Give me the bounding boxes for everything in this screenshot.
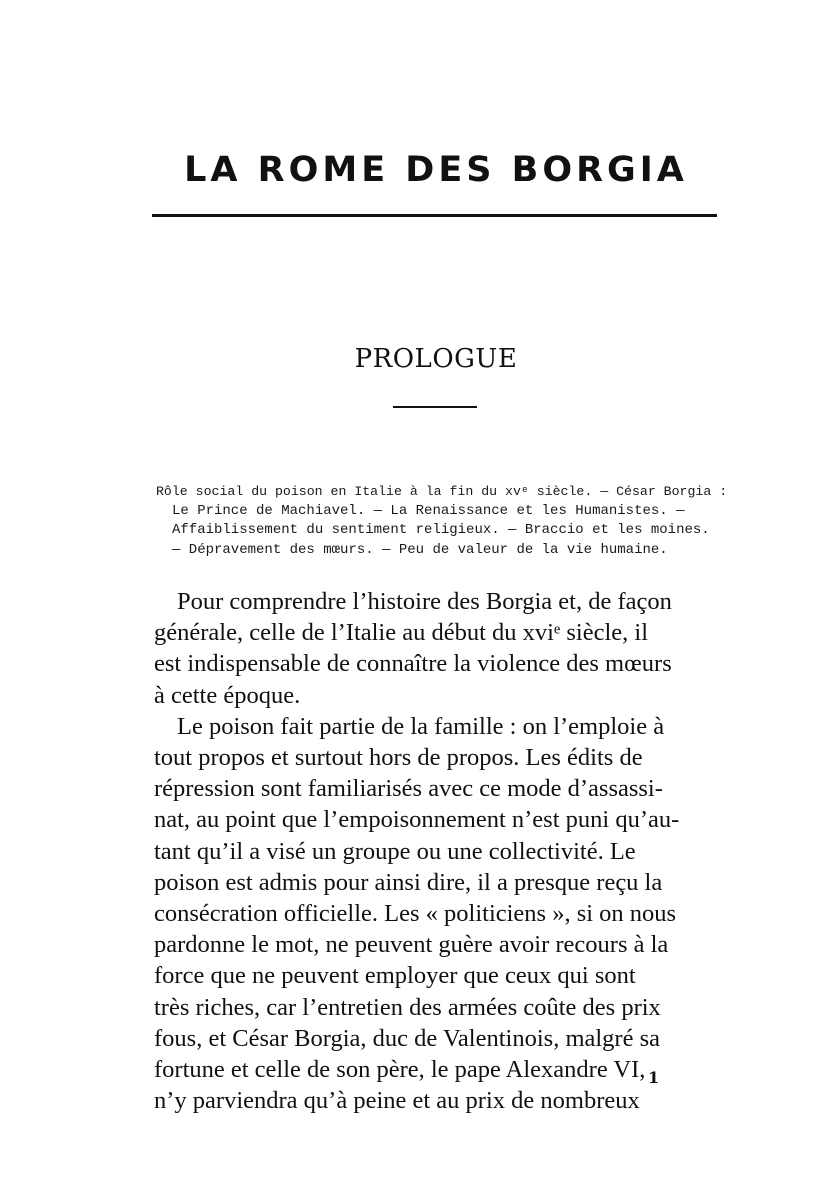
title-rule <box>152 214 717 217</box>
body-line: très riches, car l’entretien des armées coûte des prix <box>154 993 661 1021</box>
chapter-summary <box>156 482 728 560</box>
body-line: tout propos et surtout hors de propos. Les édits de <box>154 744 643 772</box>
page-number: 1 <box>648 1068 660 1087</box>
summary-line: Rôle social du poison en Italie à la fin du xvᵉ siècle. — César Borgia : <box>156 484 728 499</box>
body-line: à cette époque. <box>154 681 301 709</box>
summary-line: Le Prince de Machiavel. — La Renaissance et les Humanistes. — <box>172 502 685 519</box>
chapter-rule <box>393 406 477 408</box>
body-line: pardonne le mot, ne peuvent guère avoir recours à la <box>154 931 669 959</box>
book-title: LA ROME DES BORGIA <box>184 150 688 190</box>
body-line: force que ne peuvent employer que ceux qui sont <box>154 962 636 990</box>
body-line: est indispensable de connaître la violence des mœurs <box>154 650 672 678</box>
body-line: générale, celle de l’Italie au début du xviᵉ siècle, il <box>154 619 649 647</box>
body-text <box>154 586 726 1116</box>
body-line: répression sont familiarisés avec ce mode d’assassi- <box>154 775 663 803</box>
body-line: tant qu’il a visé un groupe ou une collectivité. Le <box>154 837 636 865</box>
body-line: Le poison fait partie de la famille : on l’emploie à <box>177 712 665 740</box>
body-line: fortune et celle de son père, le pape Alexandre VI, <box>154 1056 646 1084</box>
body-line: consécration officielle. Les « politiciens », si on nous <box>154 900 677 928</box>
body-line: fous, et César Borgia, duc de Valentinois, malgré sa <box>154 1024 660 1052</box>
summary-line: Affaiblissement du sentiment religieux. — Braccio et les moines. <box>172 522 710 538</box>
body-line: n’y parviendra qu’à peine et au prix de nombreux <box>154 1087 640 1115</box>
summary-line: — Dépravement des mœurs. — Peu de valeur de la vie humaine. <box>172 541 668 558</box>
body-line: Pour comprendre l’histoire des Borgia et, de façon <box>177 588 672 615</box>
body-line: poison est admis pour ainsi dire, il a presque reçu la <box>154 868 663 896</box>
chapter-heading: PROLOGUE <box>354 344 518 374</box>
body-line: nat, au point que l’empoisonnement n’est puni qu’au- <box>154 806 680 834</box>
